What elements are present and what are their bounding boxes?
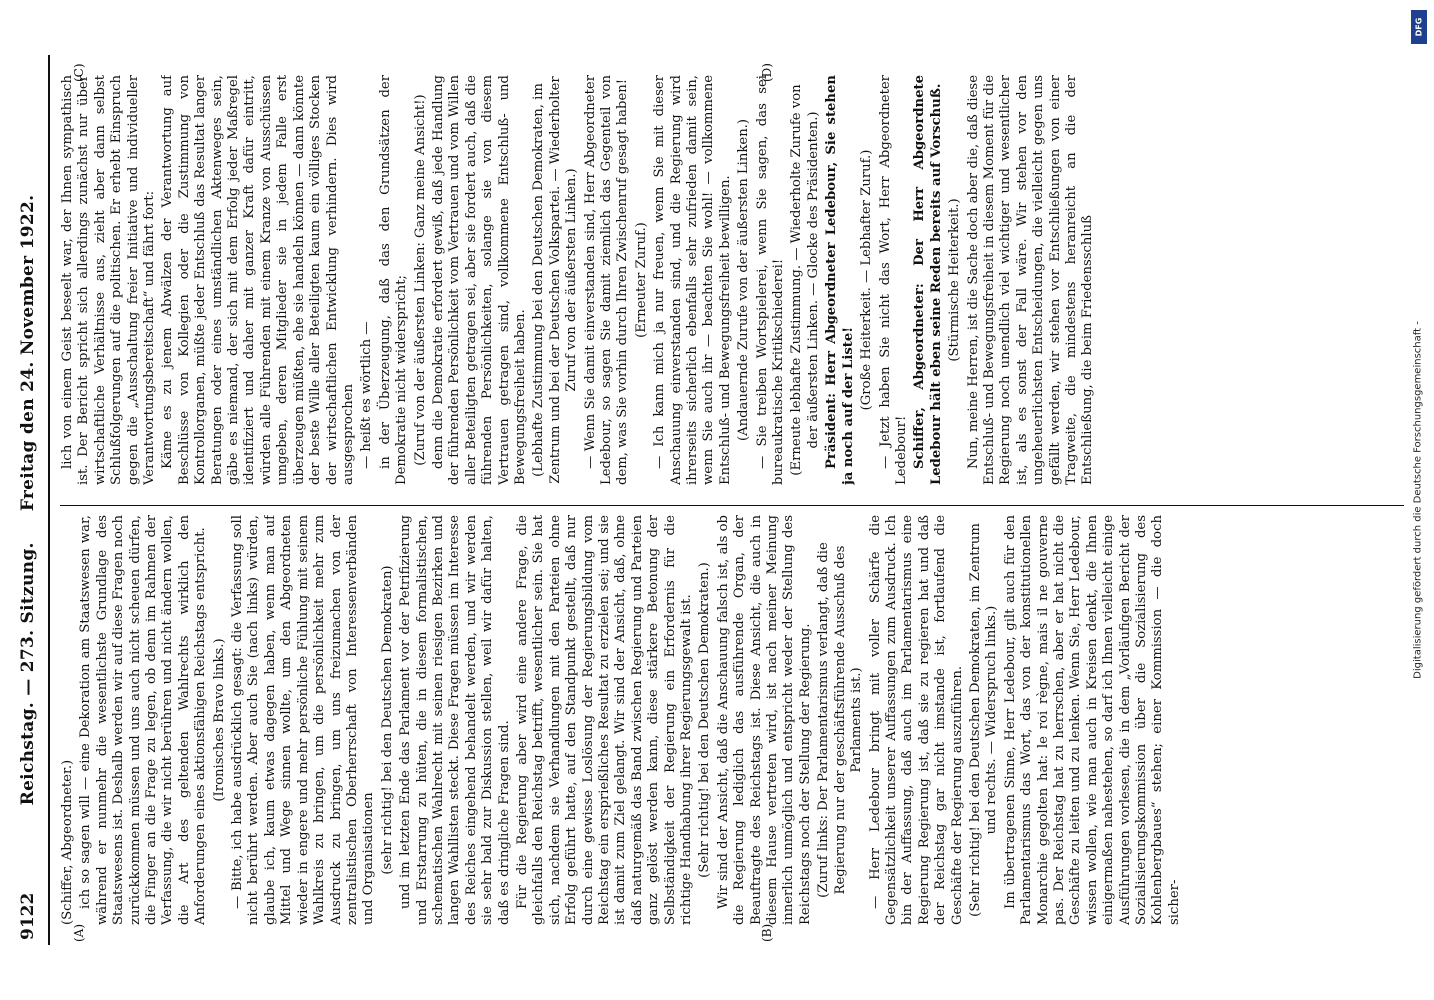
paragraph: und im letzten Ende das Parlament vor der Petrifizierung und Erstarrung zu hüten, die in diesem formalistischen, schematischen Wahlrecht mit seinen riesigen Bezirken und langen Wahllisten steckt. Diese Fragen müssen im Interesse des Reiches eingehend behandelt werden, und wir werden sie sehr bald zur Diskussion stellen, weil wir dafür halten, daß es dringliche Fragen sind. <box>398 515 512 925</box>
paragraph: — Herr Ledebour bringt mit voller Schärfe die Gegensätzlichkeit unserer Auffassungen zum Ausdruck. Ich bin der Auffassung, daß auch im Parlamentarismus eine Regierung Regierung ist, daß sie zu regieren hat und daß der Reichstag gar nicht imstande ist, fortlaufend die Geschäfte der Regierung auszuführen. <box>867 515 965 925</box>
paragraph: (Sehr richtig! bei den Deutschen Demokraten.) <box>697 562 713 878</box>
digitization-credit <box>1408 10 1428 990</box>
session-title: Reichstag. — 273. Sitzung. <box>18 542 38 806</box>
paragraph: in der Überzeugung, daß das den Grundsätzen der Demokratie nicht widerspricht; <box>377 75 410 485</box>
page-number: 9122 <box>18 892 38 940</box>
credit-text: Digitalisierung gefördert durch die Deutsche Forschungsgemeinschaft - <box>1412 321 1424 679</box>
paragraph: lich von einem Geist beseelt war, der Ihnen sympathisch ist. Der Bericht spricht sich allerdings zunächst nur über wirtschaftliche Verhältnisse aus, zieht aber dann selbst Schlußfolgerungen auf die politischen. Er erhebt Einspruch gegen die „Ausschaltung freier Initiative und individueller Verantwortungsbereitschaft“ und fährt fort: <box>60 75 158 485</box>
paragraph: Nun, meine Herren, ist die Sache doch aber die, daß diese Entschluß- und Bewegungsfreiheit in diesem Moment für die Regierung noch unendlich viel wichtiger und wesentlicher ist, als es sonst der Fall wäre. Wir stehen vor den ungeheuerlichsten Entscheidungen, die vielleicht gegen uns gefällt werden, wir stehen vor Entschließungen von einer Tragweite, die mindestens heranreicht an die der Entschließung, die beim Friedensschluß <box>965 75 1096 485</box>
paragraph: (Große Heiterkeit. — Lebhafter Zuruf.) <box>859 149 875 411</box>
margin-mark-c: (C) <box>72 63 86 82</box>
running-header <box>18 60 44 940</box>
paragraph: Für die Regierung aber wird eine andere Frage, die gleichfalls den Reichstag betrifft, wesentlicher sein. Sie hat sich, nachdem sie Verhandlungen mit den Parteien ohne Erfolg geführt hatte, auf den Standpunkt gestellt, daß nur durch eine gewisse Loslösung der Regierungsbildung vom Reichstag ein ersprießliches Resultat zu erzielen sei; und sie ist damit zum Ziel gelangt. Wir sind der Ansicht, daß, ohne daß naturgemäß das Band zwischen Regierung und Parteien ganz gelöst werden kann, diese stärkere Betonung der Selbständigkeit der Regierung ein Erfordernis für die richtige Handhabung ihrer Regierungsgewalt ist. <box>514 515 695 925</box>
paragraph: (Zuruf von der äußersten Linken: Ganz meine Ansicht!) <box>412 94 428 466</box>
paragraph: — heißt es wörtlich — <box>359 321 375 469</box>
paragraph: Schiffer, Abgeordneter: Der Herr Abgeordnete Ledebour hält eben seine Reden bereits auf Vorschuß. <box>912 75 944 485</box>
paragraph: — Bitte, ich habe ausdrücklich gesagt: die Verfassung soll nicht berührt werden. Aber auch Sie (nach links) würden, glaube ich, kaum etwas dagegen haben, wenn man auf Mittel und Wege sinnen wollte, um den Abgeordneten wieder in engere und mehr persönliche Fühlung mit seinem Wahlkreis zu bringen, um die persönlichkeit mehr zum Ausdruck zu bringen, um uns freizumachen von der zentralistischen Oberherrschaft von Interessenverbänden und Organisationen <box>230 515 377 925</box>
paragraph: Präsident: Herr Abgeordneter Ledebour, Sie stehen ja noch auf der Liste! <box>824 75 856 485</box>
paragraph: — Ich kann mich ja nur freuen, wenn Sie mit dieser Anschauung einverstanden sind, und die Regierung wird ihrerseits sicherlich ebenfalls sehr zufrieden damit sein, wenn Sie auch ihr — beachten Sie wohl! — vollkommene Entschluß- und Bewegungsfreiheit bewilligen. <box>652 75 733 485</box>
dfg-logo-text: DFG <box>1414 17 1424 37</box>
paragraph: (Schiffer, Abgeordneter.) <box>60 759 75 925</box>
paragraph: (Ironisches Bravo links.) <box>211 638 227 802</box>
header-title <box>18 100 38 900</box>
paragraph: — Jetzt haben Sie nicht das Wort, Herr Abgeordneter Ledebour! <box>877 75 909 485</box>
dfg-logo <box>1411 10 1427 44</box>
paragraph: denn die Demokratie erfordert gewiß, daß jede Handlung der führenden Persönlichkeit vom Vertrauen und vom Willen aller Beteiligten getragen sei, aber sie fordert auch, daß die führenden Persönlichkeiten, solange sie von diesem Vertrauen getragen sind, vollkommene Entschluß- und Bewegungsfreiheit haben. <box>430 75 528 485</box>
margin-mark-b: (B) <box>760 923 774 942</box>
paragraph: (sehr richtig! bei den Deutschen Demokraten) <box>379 565 395 875</box>
header-rule <box>48 55 50 945</box>
paragraph: (Andauernde Zurufe von der äußersten Linken.) <box>736 118 752 442</box>
margin-mark-a: (A) <box>72 923 86 942</box>
paragraph: ich so sagen will — eine Dekoration am Staatswesen war, während er nunmehr die wesentlichste Grundlage des Staatswesens ist. Deshalb werden wir auf diese Fragen noch zurückkommen müssen und uns auch nicht scheuen dürfen, die Finger an die Frage zu legen, ob denn im Rahmen der Verfassung, die wir nicht berühren und nicht ändern wollen, die Art des geltenden Wahlrechts wirklich den Anforderungen eines aktionsfähigen Reichstags entspricht. <box>78 515 209 925</box>
session-date: Freitag den 24. November 1922. <box>18 194 38 512</box>
paragraph: — Sie treiben Wortspielerei, wenn Sie sagen, das sei bureaukratische Kritikschiederei! <box>754 75 787 485</box>
paragraph: (Stürmische Heiterkeit.) <box>947 198 963 362</box>
paragraph: Käme es zu jenem Abwälzen der Verantwortung auf Beschlüsse von Kollegien oder die Zustimmung von Kontrollorganen, müßte jeder Entschluß das Resultat langer Beratungen oder eines umständlichen Aktenweges sein, gäbe es niemand, der sich mit dem Erfolg jeder Maßregel identifiziert und daher mit ganzer Kraft dafür eintritt, würden alle Führenden mit einem Kranze von Ausschüssen umgeben, deren Mitglieder sie in jedem Falle erst überzeugen müßten, ehe sie handeln können — dann könnte der beste Wille aller Beteiligten kaum ein völliges Stocken der wirtschaftlichen Entwicklung verhindern. Dies wird ausgesprochen <box>160 75 356 485</box>
margin-mark-d: (D) <box>760 63 774 82</box>
paragraph: — Wenn Sie damit einverstanden sind, Herr Abgeordneter Ledebour, so sagen Sie damit ziemlich das Gegenteil von dem, was Sie vorhin durch Ihren Zwischenruf gesagt haben! <box>582 75 631 485</box>
paragraph: (Erneute lebhafte Zustimmung. — Wiederholte Zurufe von der äußersten Linken. — Glocke des Präsidenten.) <box>789 84 821 476</box>
paragraph: (Zuruf links: Der Parlamentarismus verlangt, daß die Regierung nur der geschäftsführende Ausschuß des Parlaments ist.) <box>816 542 865 898</box>
left-text-column <box>60 515 1404 925</box>
paragraph: Wir sind der Ansicht, daß die Anschauung falsch ist, als ob die Regierung lediglich das ausführende Organ, der Beauftragte des Reichstags ist. Diese Ansicht, die auch in diesem Hause vertreten wird, ist nach meiner Meinung innerlich unmöglich und entspricht weder der Stellung des Reichstags noch der Stellung der Regierung. <box>715 515 813 925</box>
paragraph: Im übertragenen Sinne, Herr Ledebour, gilt auch für den Parlamentarismus das Wort, das von der konstitutionellen Monarchie gegolten hat: le roi règne, mais il ne gouverne pas. Der Reichstag hat zu herrschen, aber er hat nicht die Geschäfte zu leiten und zu lenken. Wenn Sie, Herr Ledebour, wissen wollen, wie man auch in Kreisen denkt, die Ihnen einigermaßen nahestehen, so darf ich Ihnen vielleicht einige Ausführungen vorlesen, die in dem „Vorläufigen Bericht der Sozialisierungskommission über die Sozialisierung des Kohlenbergbaues“ stehen; einer Kommission — die doch sicher- <box>1002 515 1182 925</box>
column-divider <box>60 505 1404 506</box>
right-text-column <box>60 75 1404 485</box>
paragraph: (Lebhafte Zustimmung bei den Deutschen Demokraten, im Zentrum und bei der Deutschen Volkspartei. — Wiederholter Zuruf von der äußersten Linken.) <box>531 76 580 484</box>
paragraph: (Erneuter Zuruf.) <box>633 222 649 338</box>
paragraph: (Sehr richtig! bei den Deutschen Demokraten, im Zentrum und rechts. — Widerspruch links.) <box>967 523 1000 917</box>
